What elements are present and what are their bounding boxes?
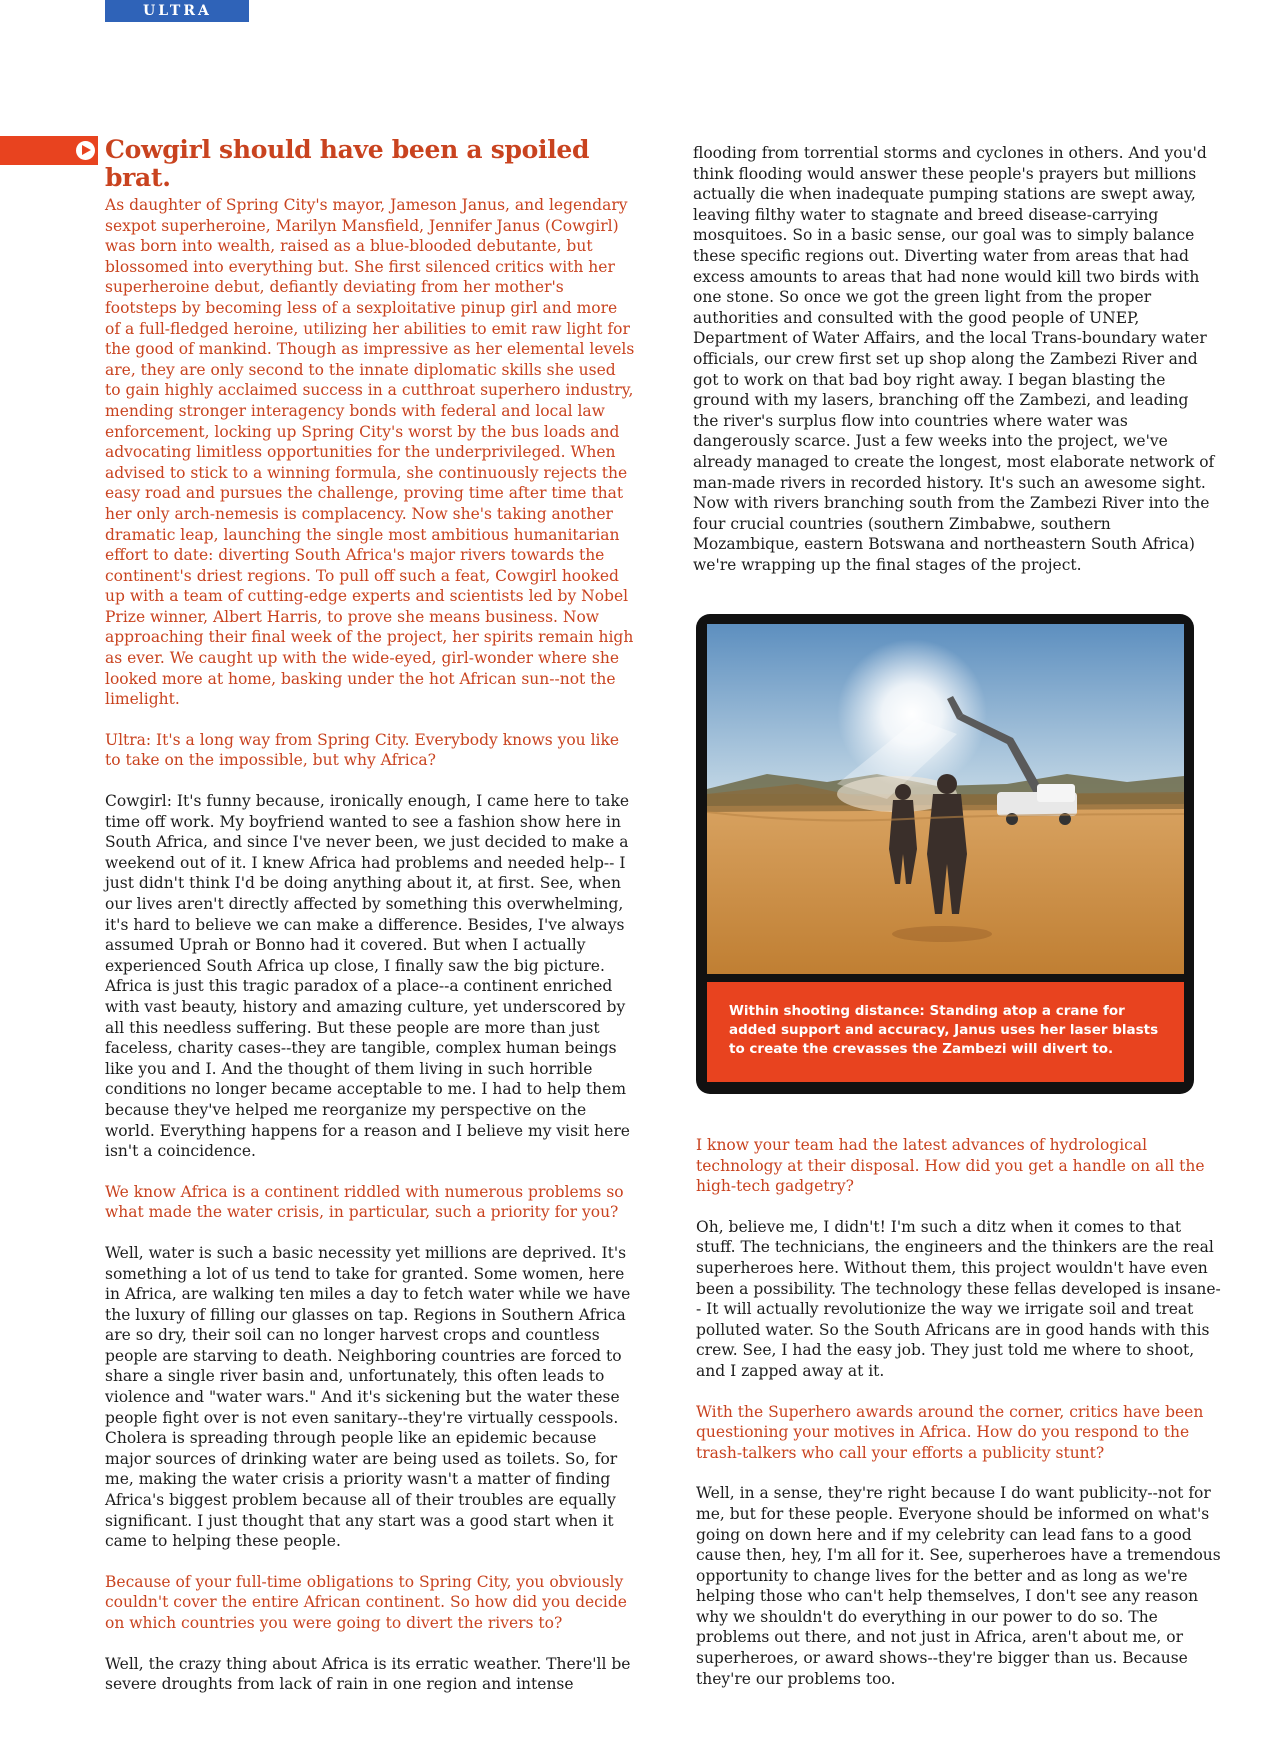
right-column-bottom: [696, 1135, 1221, 1709]
question-3: Because of your full-time obligations to Spring City, you obviously couldn't cover the entire African continent. So how did you decide on which countries you were going to divert the rivers to?: [105, 1572, 627, 1632]
photo-caption: Within shooting distance: Standing atop a crane for added support and accuracy, Janus uses her laser blasts to create the crevasses the Zambezi will divert to.: [707, 982, 1184, 1082]
right-column-top: [693, 143, 1218, 595]
left-column: [105, 136, 635, 1715]
arrow-right-icon: [76, 141, 95, 160]
question-5: With the Superhero awards around the corner, critics have been questioning your motives in Africa. How do you respond to the trash-talkers who call your efforts a publicity stunt?: [696, 1402, 1204, 1462]
question-4: I know your team had the latest advances of hydrological technology at their disposal. How did you get a handle on all the high-tech gadgetry?: [696, 1136, 1205, 1196]
illustration-crane-laser: [707, 624, 1184, 974]
question-2: We know Africa is a continent riddled with numerous problems so what made the water crisis, in particular, such a priority for you?: [105, 1182, 624, 1222]
photo-frame: [696, 614, 1194, 1094]
answer-3-start: Well, the crazy thing about Africa is its erratic weather. There'll be severe droughts from lack of rain in one region and intense: [105, 1654, 631, 1694]
answer-2: Well, water is such a basic necessity yet millions are deprived. It's something a lot of us tend to take for granted. Some women, here in Africa, are walking ten miles a day to fetch water while we have the luxury of filling our glasses on tap. Regions in Southern Africa are so dry, their soil can no longer harvest crops and countless people are starving to death. Neighboring countries are forced to share a single river basin and, unfortunately, this often leads to violence and "water wars." And it's sickening but the water these people fight over is not even sanitary--they're virtually cesspools. Cholera is spreading through people like an epidemic because major sources of drinking water are being used as toilets. So, for me, making the water crisis a priority wasn't a matter of finding Africa's biggest problem because all of their troubles are equally significant. I just thought that any start was a good start when it came to helping these people.: [105, 1243, 631, 1551]
headline: Cowgirl should have been a spoiled brat.: [105, 135, 590, 192]
intro-paragraph: As daughter of Spring City's mayor, Jameson Janus, and legendary sexpot superheroine, Marilyn Mansfield, Jennifer Janus (Cowgirl) was born into wealth, raised as a blue-blooded debutante, but blossomed into everything but. She first silenced critics with her superheroine debut, defiantly deviating from her mother's footsteps by becoming less of a sexploitative pinup girl and more of a full-fledged heroine, utilizing her abilities to emit raw light for the good of mankind. Though as impressive as her elemental levels are, they are only second to the innate diplomatic skills she used to gain highly acclaimed success in a cutthroat superhero industry, mending stronger interagency bonds with federal and local law enforcement, locking up Spring City's worst by the bus loads and advocating limitless opportunities for the underprivileged. When advised to stick to a winning formula, she continuously rejects the easy road and pursues the challenge, proving time after time that her only arch-nemesis is complacency. Now she's taking another dramatic leap, launching the single most ambitious humanitarian effort to date: diverting South Africa's major rivers towards the continent's driest regions. To pull off such a feat, Cowgirl hooked up with a team of cutting-edge experts and scientists led by Nobel Prize winner, Albert Harris, to prove she means business. Now approaching their final week of the project, her spirits remain high as ever. We caught up with the wide-eyed, girl-wonder where she looked more at home, basking under the hot African sun--not the limelight.: [105, 196, 635, 709]
answer-1: Cowgirl: It's funny because, ironically enough, I came here to take time off work. My boyfriend wanted to see a fashion show here in South Africa, and since I've never been, we just decided to make a weekend out of it. I knew Africa had problems and needed help-- I just didn't think I'd be doing anything about it, at first. See, when our lives aren't directly affected by something this overwhelming, it's hard to believe we can make a difference. Besides, I've always assumed Uprah or Bonno had it covered. But when I actually experienced South Africa up close, I finally saw the big picture. Africa is just this tragic paradox of a place--a continent enriched with vast beauty, history and amazing culture, yet underscored by all this needless suffering. But these people are more than just faceless, charity cases--they are tangible, complex human beings like you and I. And the thought of them living in such horrible conditions no longer became acceptable to me. I had to help them because they've helped me reorganize my perspective on the world. Everything happens for a reason and I believe my visit here isn't a coincidence.: [105, 792, 630, 1161]
answer-3-continued: flooding from torrential storms and cyclones in others. And you'd think flooding would answer these people's prayers but millions actually die when inadequate pumping stations are swept away, leaving filthy water to stagnate and breed disease-carrying mosquitoes. So in a basic sense, our goal was to simply balance these specific regions out. Diverting water from areas that had excess amounts to areas that had none would kill two birds with one stone. So once we got the green light from the proper authorities and consulted with the good people of UNEP, Department of Water Affairs, and the local Trans-boundary water officials, our crew first set up shop along the Zambezi River and got to work on that bad boy right away. I began blasting the ground with my lasers, branching off the Zambezi, and leading the river's surplus flow into countries where water was dangerously scarce. Just a few weeks into the project, we've already managed to create the longest, most elaborate network of man-made rivers in recorded history. It's such an awesome sight. Now with rivers branching south from the Zambezi River into the four crucial countries (southern Zimbabwe, southern Mozambique, eastern Botswana and northeastern South Africa) we're wrapping up the final stages of the project.: [693, 144, 1215, 574]
answer-4: Oh, believe me, I didn't! I'm such a ditz when it comes to that stuff. The technicians, the engineers and the thinkers are the real superheroes here. Without them, this project wouldn't have even been a possibility. The technology these fellas developed is insane-- It will actually revolutionize the way we irrigate soil and treat polluted water. So the South Africans are in good hands with this crew. See, I had the easy job. They just told me where to shoot, and I zapped away at it.: [696, 1217, 1221, 1380]
answer-5: Well, in a sense, they're right because I do want publicity--not for me, but for these people. Everyone should be informed on what's going on down here and if my celebrity can lead fans to a good cause then, hey, I'm all for it. See, superheroes have a tremendous opportunity to change lives for the better and as long as we're helping those who can't help themselves, I don't see any reason why we shouldn't do everything in our power to do so. The problems out there, and not just in Africa, aren't about me, or superheroes, or award shows--they're bigger than us. Because they're our problems too.: [696, 1484, 1221, 1688]
question-1: Ultra: It's a long way from Spring City. Everybody knows you like to take on the impossible, but why Africa?: [105, 730, 620, 770]
section-tab: ULTRA: [105, 0, 249, 22]
article-photo: [707, 624, 1184, 974]
